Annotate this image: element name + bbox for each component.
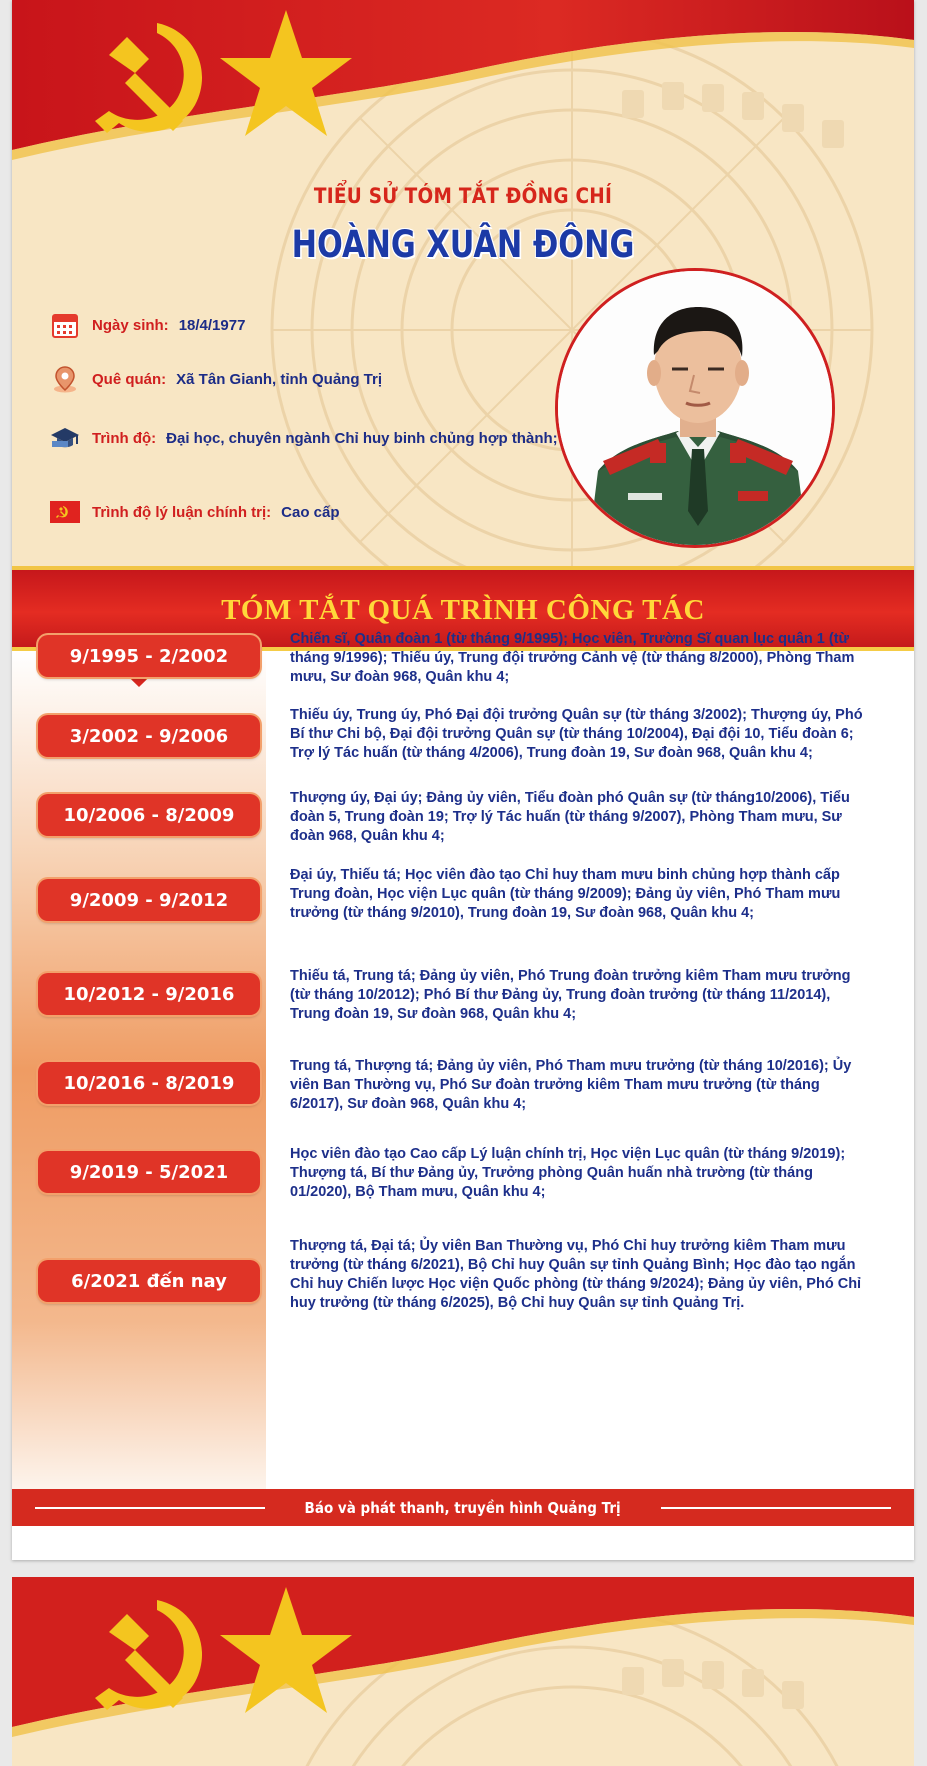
- timeline-date-1: 9/1995 - 2/2002: [38, 635, 260, 677]
- profile-card: [12, 0, 914, 1560]
- timeline-text-8: Thượng tá, Đại tá; Ủy viên Ban Thường vụ, Phó Chỉ huy trưởng kiêm Tham mưu trưởng (từ tháng 6/2021), Bộ Chỉ huy Quân sự tỉnh Quảng Bình; Học đào tạo ngắn Chỉ huy Chiến lược Học viện Quốc phòng (từ tháng 9/2024); Đảng ủy viên, Phó Chỉ huy trưởng (từ tháng 6/2025), Bộ Chỉ huy Quân sự tỉnh Quảng Trị.: [290, 1238, 862, 1311]
- timeline-date-2: 3/2002 - 9/2006: [38, 715, 260, 757]
- timeline-date-4: 9/2009 - 9/2012: [38, 879, 260, 921]
- graduation-cap-icon: [50, 423, 80, 453]
- subtitle: TIỂU SỬ TÓM TẮT ĐỒNG CHÍ: [313, 184, 613, 208]
- person-name: HOÀNG XUÂN ĐÔNG: [291, 223, 635, 266]
- location-pin-icon: [50, 364, 80, 394]
- timeline-text-7: Học viên đào tạo Cao cấp Lý luận chính trị, Học viện Lục quân (từ tháng 9/2019); Thượng tá, Bí thư Đảng ủy, Trưởng phòng Quân huấn nhà trường (từ tháng 01/2020), Bộ Tham mưu, Quân khu 4;: [290, 1146, 846, 1200]
- timeline-text-3: Thượng úy, Đại úy; Đảng ủy viên, Tiểu đoàn phó Quân sự (từ tháng10/2006), Tiểu đoàn 5, Trung đoàn 19; Trợ lý Tác huấn (từ tháng 9/2007), Phòng Tham mưu, Sư đoàn 968, Quân khu 4;: [290, 790, 850, 844]
- section-title: TÓM TẮT QUÁ TRÌNH CÔNG TÁC: [221, 594, 705, 626]
- calendar-icon: [50, 310, 80, 340]
- footer-divider: [661, 1507, 891, 1509]
- next-card-header-art: [12, 1577, 914, 1766]
- timeline-date-3: 10/2006 - 8/2009: [38, 794, 260, 836]
- timeline-text-5: Thiếu tá, Trung tá; Đảng ủy viên, Phó Trung đoàn trưởng kiêm Tham mưu trưởng (từ tháng 10/2012); Phó Bí thư Đảng ủy, Trung đoàn trưởng (từ tháng 11/2014), Trung đoàn 19, Sư đoàn 968, Quân khu 4;: [290, 968, 851, 1022]
- education-row: Trình độ: Đại học, chuyên ngành Chỉ huy binh chủng hợp thành;: [50, 423, 558, 453]
- timeline-text-6: Trung tá, Thượng tá; Đảng ủy viên, Phó Tham mưu trưởng (từ tháng 10/2016); Ủy viên Ban Thường vụ, Phó Sư đoàn trưởng kiêm Tham mưu trưởng (từ tháng 6/2017), Sư đoàn 968, Quân khu 4;: [290, 1058, 852, 1112]
- portrait-photo: [555, 268, 835, 548]
- timeline-text-2: Thiếu úy, Trung úy, Phó Đại đội trưởng Quân sự (từ tháng 3/2002); Thượng úy, Phó Bí thư Chi bộ, Đại đội trưởng Quân sự (từ tháng 10/2004), Đại đội 10, Tiểu đoàn 6; Trợ lý Tác huấn (từ tháng 4/2006), Trung đoàn 19, Sư đoàn 968, Quân khu 4;: [290, 707, 863, 761]
- hometown-row: Quê quán: Xã Tân Gianh, tỉnh Quảng Trị: [50, 364, 382, 394]
- timeline-date-7: 9/2019 - 5/2021: [38, 1151, 260, 1193]
- timeline-date-5: 10/2012 - 9/2016: [38, 973, 260, 1015]
- timeline-text-1: Chiến sĩ, Quân đoàn 1 (từ tháng 9/1995); Học viên, Trường Sĩ quan lục quân 1 (từ tháng 9/1996); Thiếu úy, Trung đội trưởng Cảnh vệ (từ tháng 8/2000), Phòng Tham mưu, Sư đoàn 968, Quân khu 4;: [290, 631, 855, 685]
- hero-section: [12, 0, 914, 580]
- footer-source: Báo và phát thanh, truyền hình Quảng Trị: [304, 1498, 622, 1517]
- footer-divider: [35, 1507, 265, 1509]
- next-card-preview: [12, 1577, 914, 1766]
- footer-bar: [12, 1489, 914, 1526]
- political-row: Trình độ lý luận chính trị: Cao cấp: [50, 497, 340, 527]
- timeline-date-6: 10/2016 - 8/2019: [38, 1062, 260, 1104]
- birth-row: Ngày sinh: 18/4/1977: [50, 310, 245, 340]
- timeline-date-8: 6/2021 đến nay: [38, 1260, 260, 1302]
- party-flag-icon: [50, 497, 80, 527]
- timeline-text-4: Đại úy, Thiếu tá; Học viên đào tạo Chỉ huy tham mưu binh chủng hợp thành cấp Trung đoàn, Học viện Lục quân (từ tháng 9/2009); Đảng ủy viên, Phó Tham mưu trưởng (từ tháng 9/2010), Trung đoàn 19, Sư đoàn 968, Quân khu 4;: [290, 867, 841, 921]
